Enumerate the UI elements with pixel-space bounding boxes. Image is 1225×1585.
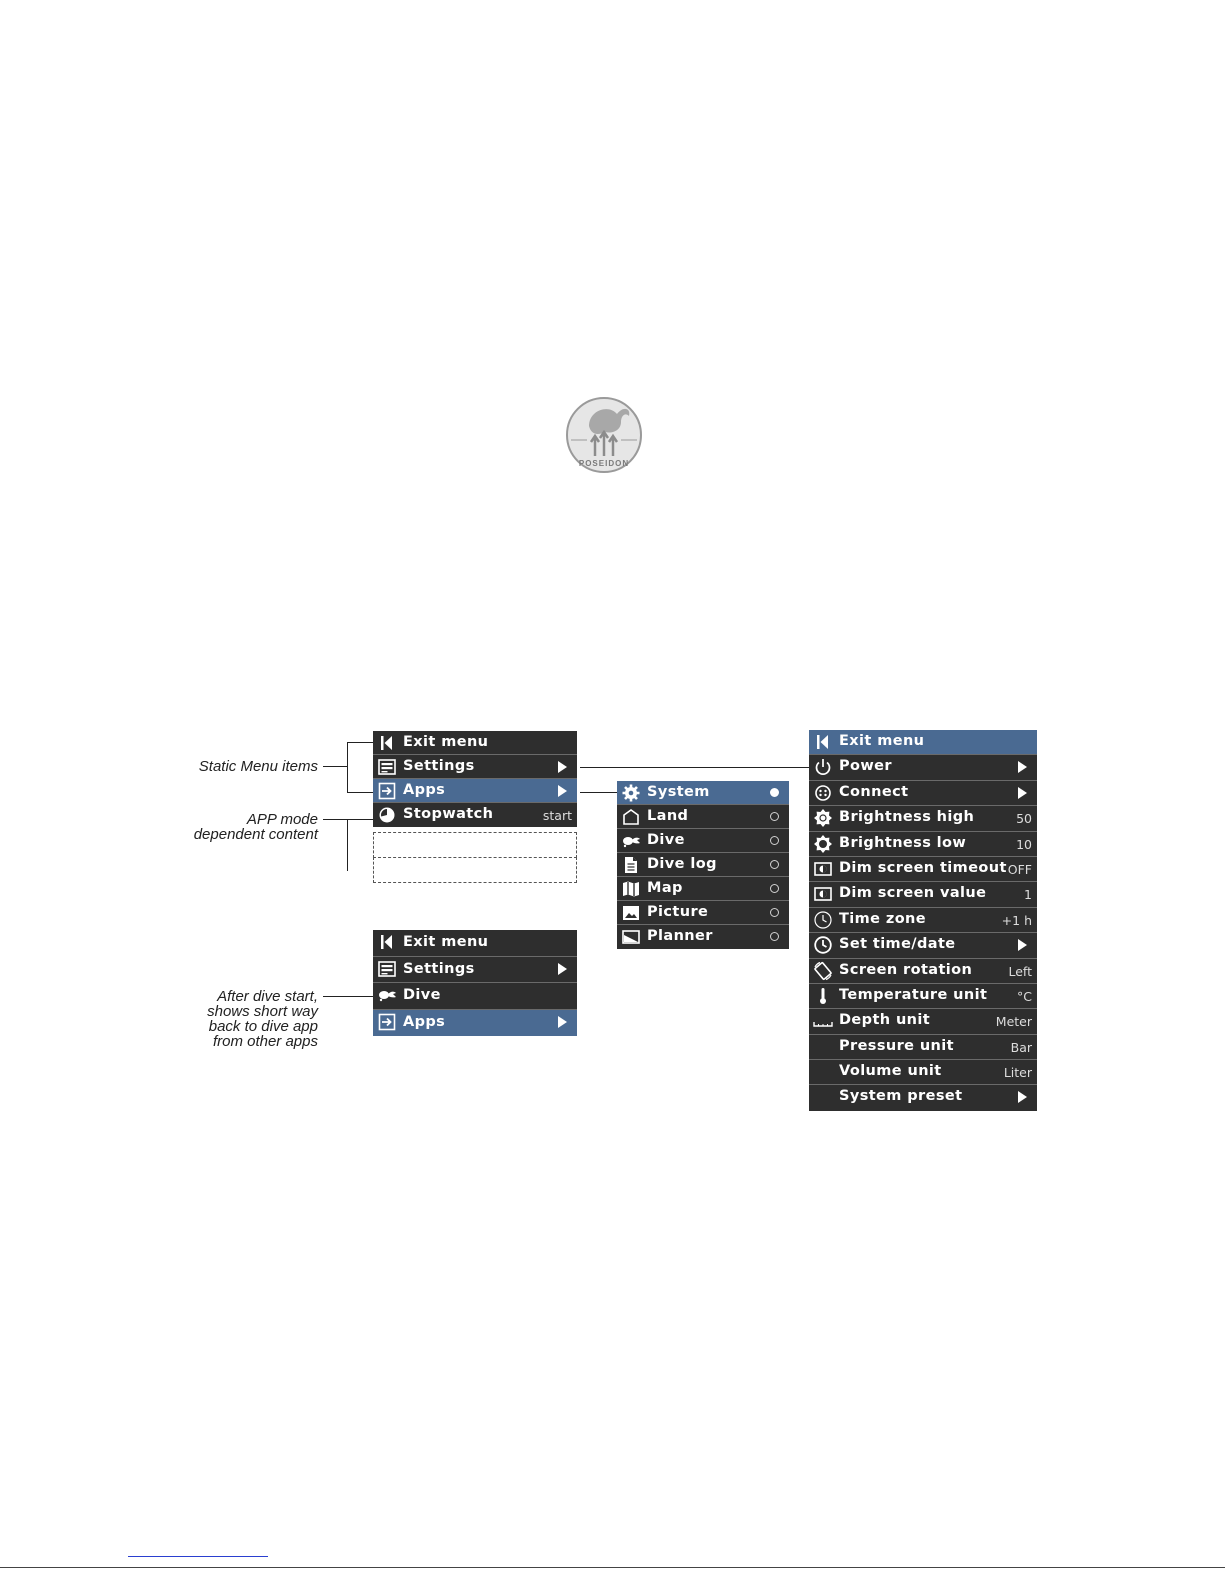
dive-menu-item-label: Exit menu bbox=[403, 934, 489, 950]
settings-menu-item-value: Liter bbox=[1003, 1065, 1032, 1081]
dive-icon bbox=[377, 985, 397, 1005]
dive-menu-item-exit-menu[interactable] bbox=[373, 930, 577, 957]
radio-button[interactable] bbox=[770, 812, 779, 821]
connector-apps bbox=[580, 792, 617, 793]
rotation-icon bbox=[813, 961, 833, 981]
clock-thin-icon bbox=[813, 910, 833, 930]
settings-menu-item-label: Time zone bbox=[839, 910, 927, 927]
leader-after-dive bbox=[323, 996, 373, 997]
settings-menu-item-set-time-date[interactable] bbox=[809, 933, 1037, 958]
radio-button[interactable] bbox=[770, 884, 779, 893]
settings-menu-item-label: System preset bbox=[839, 1088, 963, 1105]
apps-menu-item-land[interactable] bbox=[617, 805, 789, 829]
main-menu bbox=[373, 731, 577, 827]
note-after-line1: After dive start, bbox=[217, 988, 318, 1005]
brightness-low-icon bbox=[813, 834, 833, 854]
apps-menu-item-label: Dive bbox=[647, 832, 685, 848]
dive-menu-item-label: Apps bbox=[403, 1013, 446, 1030]
connector-settings bbox=[580, 767, 809, 768]
ruler-icon bbox=[813, 1011, 833, 1031]
radio-button[interactable] bbox=[770, 908, 779, 917]
dive-menu-item-settings[interactable] bbox=[373, 957, 577, 984]
map-icon bbox=[621, 879, 641, 899]
settings-menu-item-screen-rotation[interactable] bbox=[809, 959, 1037, 984]
poseidon-logo bbox=[565, 396, 643, 474]
apps-menu-item-label: Planner bbox=[647, 928, 713, 944]
settings-menu-item-value: Bar bbox=[1010, 1039, 1032, 1055]
submenu-arrow-icon bbox=[558, 785, 567, 797]
dive-menu-item-label: Settings bbox=[403, 960, 475, 977]
connect-icon bbox=[813, 783, 833, 803]
main-menu-item-exit-menu[interactable] bbox=[373, 731, 577, 755]
settings-menu-item-value: 50 bbox=[1016, 811, 1032, 827]
apps-menu-item-label: Dive log bbox=[647, 856, 717, 872]
settings-icon bbox=[377, 757, 397, 777]
brightness-high-icon bbox=[813, 808, 833, 828]
settings-menu-item-value: +1 h bbox=[1001, 912, 1032, 928]
settings-menu-item-dim-screen-timeout[interactable] bbox=[809, 857, 1037, 882]
clock-icon bbox=[813, 935, 833, 955]
page-bottom-rule bbox=[0, 1567, 1225, 1568]
settings-menu-item-value: Meter bbox=[995, 1014, 1032, 1030]
note-app-mode-line1: APP mode bbox=[246, 811, 318, 828]
dive-icon bbox=[621, 831, 641, 851]
settings-menu-item-label: Dim screen timeout bbox=[839, 859, 1007, 876]
apps-icon bbox=[377, 781, 397, 801]
thermometer-icon bbox=[813, 986, 833, 1006]
dive-menu-item-apps[interactable] bbox=[373, 1010, 577, 1037]
settings-menu-item-label: Depth unit bbox=[839, 1012, 931, 1029]
settings-menu bbox=[809, 730, 1037, 1111]
settings-icon bbox=[377, 959, 397, 979]
settings-menu-item-brightness-high[interactable] bbox=[809, 806, 1037, 831]
apps-menu-item-label: Picture bbox=[647, 904, 709, 920]
main-menu-item-label: Stopwatch bbox=[403, 806, 494, 822]
footnote-rule bbox=[128, 1556, 268, 1557]
note-static-menu: Static Menu items bbox=[198, 758, 318, 775]
exit-icon bbox=[377, 932, 397, 952]
settings-menu-item-label: Volume unit bbox=[839, 1063, 942, 1080]
settings-menu-item-value: OFF bbox=[1007, 861, 1032, 877]
settings-menu-item-dim-screen-value[interactable] bbox=[809, 882, 1037, 907]
submenu-arrow-icon bbox=[1018, 939, 1027, 951]
settings-menu-item-label: Exit menu bbox=[839, 733, 925, 749]
main-menu-item-value: start bbox=[542, 808, 572, 823]
picture-icon bbox=[621, 903, 641, 923]
radio-button[interactable] bbox=[770, 788, 779, 797]
apps-menu-item-planner[interactable] bbox=[617, 925, 789, 949]
app-slot-empty-2 bbox=[373, 857, 577, 883]
apps-menu-item-label: Map bbox=[647, 880, 683, 896]
main-menu-item-stopwatch[interactable] bbox=[373, 803, 577, 827]
dive-menu-item-label: Dive bbox=[403, 987, 441, 1003]
settings-menu-item-volume-unit[interactable] bbox=[809, 1060, 1037, 1085]
radio-button[interactable] bbox=[770, 932, 779, 941]
app-slot-empty-1 bbox=[373, 832, 577, 858]
settings-menu-item-label: Set time/date bbox=[839, 936, 956, 953]
stopwatch-icon bbox=[377, 805, 397, 825]
settings-menu-item-value: °C bbox=[1017, 988, 1032, 1004]
apps-menu-item-system[interactable] bbox=[617, 781, 789, 805]
settings-menu-item-connect[interactable] bbox=[809, 781, 1037, 806]
settings-menu-item-temperature-unit[interactable] bbox=[809, 984, 1037, 1009]
settings-menu-item-label: Screen rotation bbox=[839, 961, 973, 978]
settings-menu-item-label: Power bbox=[839, 758, 892, 775]
note-app-mode-line2: dependent content bbox=[193, 826, 318, 843]
settings-menu-item-label: Brightness high bbox=[839, 809, 975, 826]
planner-icon bbox=[621, 927, 641, 947]
settings-menu-item-label: Dim screen value bbox=[839, 885, 987, 902]
settings-menu-item-time-zone[interactable] bbox=[809, 908, 1037, 933]
land-icon bbox=[621, 807, 641, 827]
radio-button[interactable] bbox=[770, 860, 779, 869]
apps-menu-item-label: Land bbox=[647, 808, 689, 824]
settings-menu-item-value: 10 bbox=[1016, 836, 1032, 852]
exit-icon bbox=[813, 732, 833, 752]
dim-screen-icon bbox=[813, 884, 833, 904]
apps-menu-item-picture[interactable] bbox=[617, 901, 789, 925]
main-menu-item-label: Settings bbox=[403, 758, 475, 774]
settings-menu-item-label: Connect bbox=[839, 783, 909, 800]
submenu-arrow-icon bbox=[1018, 787, 1027, 799]
gear-icon bbox=[621, 783, 641, 803]
settings-menu-item-power[interactable] bbox=[809, 755, 1037, 780]
document-icon bbox=[621, 855, 641, 875]
note-app-mode bbox=[194, 812, 318, 842]
submenu-arrow-icon bbox=[558, 761, 567, 773]
settings-menu-item-exit-menu[interactable] bbox=[809, 730, 1037, 755]
note-after-line2: shows short way bbox=[207, 1003, 318, 1020]
submenu-arrow-icon bbox=[1018, 1091, 1027, 1103]
settings-menu-item-label: Brightness low bbox=[839, 834, 967, 851]
apps-menu-item-map[interactable] bbox=[617, 877, 789, 901]
main-menu-item-settings[interactable] bbox=[373, 755, 577, 779]
dive-menu-item-dive[interactable] bbox=[373, 983, 577, 1010]
settings-menu-item-brightness-low[interactable] bbox=[809, 832, 1037, 857]
submenu-arrow-icon bbox=[558, 963, 567, 975]
settings-menu-item-label: Pressure unit bbox=[839, 1037, 954, 1054]
dive-menu bbox=[373, 930, 577, 1036]
note-after-line3: back to dive app bbox=[208, 1018, 318, 1035]
main-menu-item-label: Apps bbox=[403, 782, 446, 798]
apps-menu-item-dive-log[interactable] bbox=[617, 853, 789, 877]
settings-menu-item-system-preset[interactable] bbox=[809, 1085, 1037, 1110]
settings-menu-item-value: 1 bbox=[1024, 887, 1032, 903]
exit-icon bbox=[377, 733, 397, 753]
note-after-dive bbox=[207, 989, 318, 1049]
apps-menu-item-dive[interactable] bbox=[617, 829, 789, 853]
apps-menu bbox=[617, 781, 789, 949]
note-after-line4: from other apps bbox=[212, 1033, 318, 1050]
settings-menu-item-pressure-unit[interactable] bbox=[809, 1035, 1037, 1060]
settings-menu-item-depth-unit[interactable] bbox=[809, 1009, 1037, 1034]
dim-screen-icon bbox=[813, 859, 833, 879]
main-menu-item-label: Exit menu bbox=[403, 734, 489, 750]
settings-menu-item-value: Left bbox=[1008, 963, 1032, 979]
settings-menu-item-label: Temperature unit bbox=[839, 986, 988, 1003]
main-menu-item-apps[interactable] bbox=[373, 779, 577, 803]
submenu-arrow-icon bbox=[1018, 761, 1027, 773]
radio-button[interactable] bbox=[770, 836, 779, 845]
logo-text: POSEIDON bbox=[578, 459, 630, 468]
apps-menu-item-label: System bbox=[647, 784, 710, 800]
apps-icon bbox=[377, 1012, 397, 1032]
submenu-arrow-icon bbox=[558, 1016, 567, 1028]
power-icon bbox=[813, 757, 833, 777]
